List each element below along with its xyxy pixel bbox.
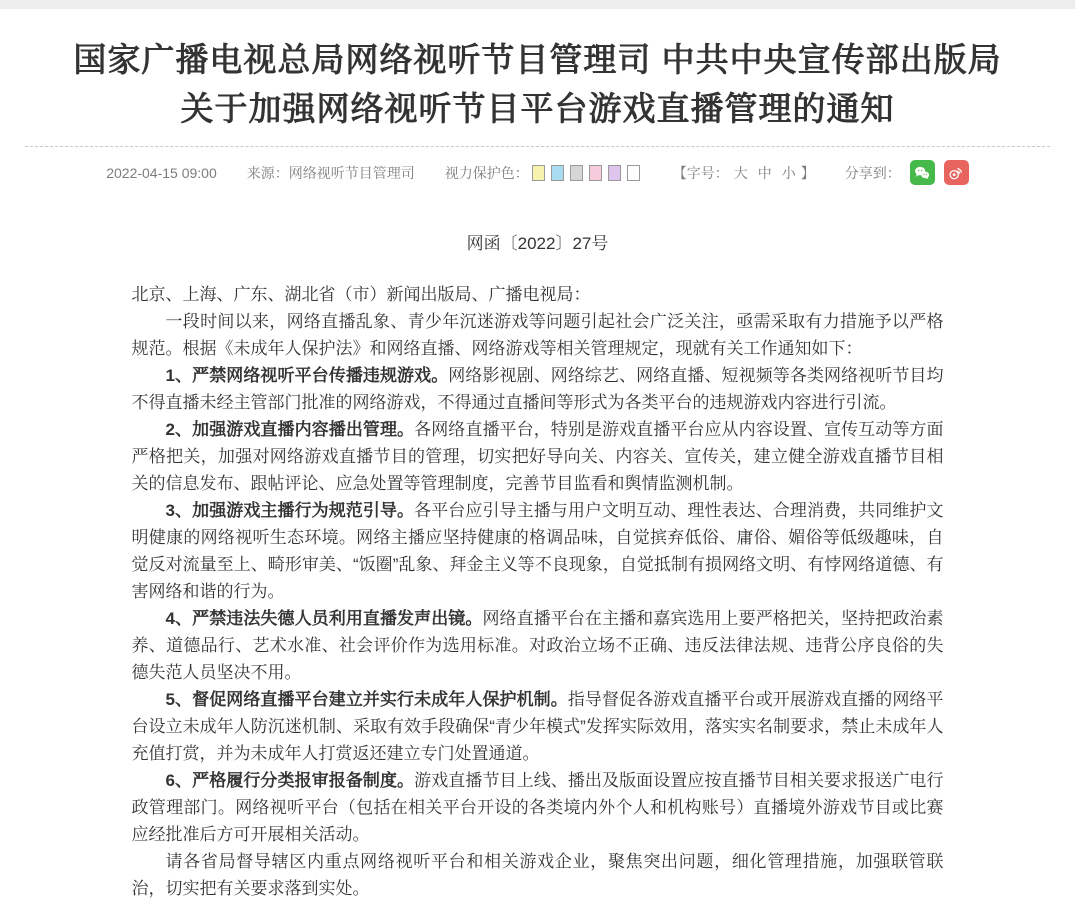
item-text-6: 游戏直播节目上线、播出及版面设置应按直播节目相关要求报送广电行政管理部门。网络视听平台（包括在相关平台开设的各类境内外个人和机构账号）直播境外游戏节目或比赛应经批准后方可开展相关活动。 [131, 771, 944, 844]
source-name: 网络视听节目管理司 [288, 164, 415, 181]
eye-protect-group [445, 163, 643, 183]
eye-color-swatch-gray[interactable] [570, 165, 583, 181]
document-body [132, 281, 944, 902]
intro-paragraph: 一段时间以来，网络直播乱象、青少年沉迷游戏等问题引起社会广泛关注，亟需采取有力措施予以严格规范。根据《未成年人保护法》和网络直播、网络游戏等相关管理规定，现就有关工作通知如下： [131, 312, 944, 358]
item-lead-5: 5、督促网络直播平台建立并实行未成年人保护机制。 [165, 690, 568, 709]
share-label: 分享到： [844, 164, 901, 181]
item-lead-1: 1、严禁网络视听平台传播违规游戏。 [165, 366, 449, 385]
eye-color-swatch-pink[interactable] [589, 165, 602, 181]
closing-paragraph: 请各省局督导辖区内重点网络视听平台和相关游戏企业，聚焦突出问题，细化管理措施，加强联管联治，切实把有关要求落到实处。 [131, 852, 944, 898]
item-lead-2: 2、加强游戏直播内容播出管理。 [165, 420, 415, 439]
title-line-1: 国家广播电视总局网络视听节目管理司 中共中央宣传部出版局 [73, 41, 1002, 78]
item-paragraph-6 [132, 767, 944, 848]
item-text-4: 网络直播平台在主播和嘉宾选用上要严格把关，坚持把政治素养、道德品行、艺术水准、社会评价作为选用标准。对政治立场不正确、违反法律法规、违背公序良俗的失德失范人员坚决不用。 [131, 609, 944, 682]
item-lead-4: 4、严禁违法失德人员利用直播发声出镜。 [165, 609, 483, 628]
font-size-prefix: 【字号： [672, 164, 729, 181]
eye-color-swatch-purple[interactable] [608, 165, 621, 181]
doc-number: 网函〔2022〕27号 [466, 234, 609, 253]
font-size-medium[interactable]: 中 [757, 164, 772, 181]
share-group [845, 160, 969, 185]
item-text-5: 指导督促各游戏直播平台或开展游戏直播的网络平台设立未成年人防沉迷机制、采取有效手段确保“青少年模式”发挥实际效用，落实实名制要求，禁止未成年人充值打赏，并为未成年人打赏返还建立专门处置通道。 [131, 690, 944, 763]
item-paragraph-2 [132, 416, 944, 497]
item-lead-3: 3、加强游戏主播行为规范引导。 [165, 501, 415, 520]
meta-bar [0, 147, 1075, 185]
top-strip [0, 0, 1075, 9]
item-lead-6: 6、严格履行分类报审报备制度。 [165, 771, 415, 790]
font-size-suffix: 】 [800, 164, 815, 181]
item-text-2: 各网络直播平台，特别是游戏直播平台应从内容设置、宣传互动等方面严格把关，加强对网络游戏直播节目的管理，切实把好导向关、内容关、宣传关，建立健全游戏直播节目相关的信息发布、跟帖评论、应急处置等管理制度，完善节目监看和舆情监测机制。 [131, 420, 944, 493]
item-paragraph-1 [132, 362, 944, 416]
source-label: 来源： [246, 164, 289, 181]
eye-color-swatch-blue[interactable] [551, 165, 564, 181]
font-size-large[interactable]: 大 [733, 164, 748, 181]
item-text-1: 网络影视剧、网络综艺、网络直播、短视频等各类网络视听节目均不得直播未经主管部门批准的网络游戏，不得通过直播间等形式为各类平台的违规游戏内容进行引流。 [131, 366, 944, 412]
eye-color-swatch-yellow[interactable] [532, 165, 545, 181]
title-line-2: 关于加强网络视听节目平台游戏直播管理的通知 [180, 90, 895, 127]
item-paragraph-3 [132, 497, 944, 605]
item-text-3: 各平台应引导主播与用户文明互动、理性表达、合理消费，共同维护文明健康的网络视听生态环境。网络主播应坚持健康的格调品味，自觉摈弃低俗、庸俗、媚俗等低级趣味，自觉反对流量至上、畸形审美、“饭圈”乱象、拜金主义等不良现象，自觉抵制有损网络文明、有悖网络道德、有害网络和谐的行为。 [131, 501, 944, 601]
publish-date: 2022-04-15 09:00 [106, 164, 217, 181]
eye-protect-label: 视力保护色： [444, 164, 529, 181]
wechat-share-icon[interactable] [910, 160, 935, 185]
weibo-share-icon[interactable] [944, 160, 969, 185]
font-size-group [673, 163, 815, 183]
item-paragraph-5 [132, 686, 944, 767]
salutation: 北京、上海、广东、湖北省（市）新闻出版局、广播电视局： [131, 285, 591, 304]
page-title [30, 35, 1045, 133]
eye-color-swatch-white[interactable] [627, 165, 640, 181]
source-group [247, 163, 415, 183]
item-paragraph-4 [132, 605, 944, 686]
font-size-small[interactable]: 小 [781, 164, 796, 181]
